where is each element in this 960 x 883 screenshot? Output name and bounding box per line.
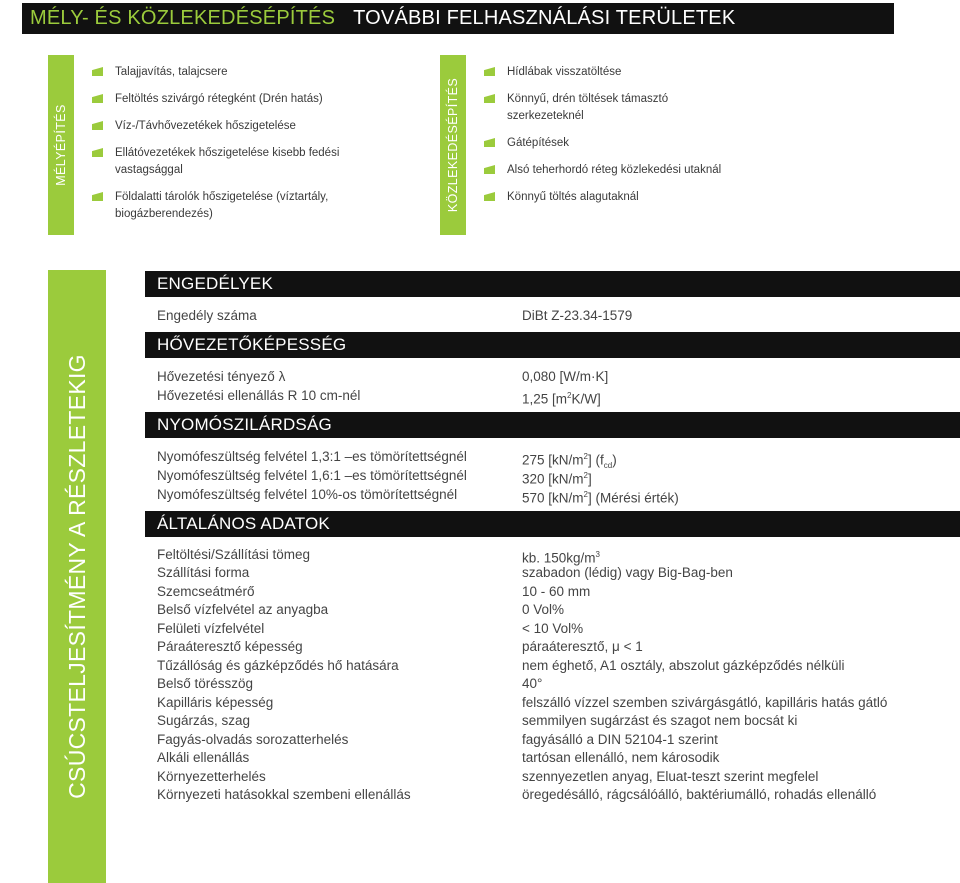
table-row: Tűzállóság és gázképződés hő hatására nem éghető, A1 osztály, abszolut gázképződés nélküli — [157, 658, 845, 673]
bullet-icon — [484, 192, 495, 201]
section-nyomo-title: NYOMÓSZILÁRDSÁG — [145, 412, 960, 438]
header-bar — [22, 3, 894, 34]
csucsteljesitmeny-label: CSÚCSTELJESÍTMÉNY A RÉSZLETEKIG — [63, 354, 90, 799]
kozlekedesepites-label-bar — [440, 55, 466, 235]
table-row: Szállítási forma szabadon (lédig) vagy Big-Bag-ben — [157, 565, 733, 580]
left-bullet-list — [92, 64, 412, 223]
table-row: Fagyás-olvadás sorozatterhelés fagyásálló a DIN 52104-1 szerint — [157, 732, 718, 747]
list-item: Ellátóvezetékek hőszigetelése kisebb fedési vastagsággal — [92, 145, 395, 179]
table-row: Környezetterhelés szennyezetlen anyag, Eluat-teszt szerint megfelel — [157, 769, 819, 784]
right-bullet-list — [484, 64, 784, 206]
list-item: Könnyű, drén töltések támasztó szerkezeteknél — [484, 91, 737, 125]
bullet-icon — [484, 138, 495, 147]
list-item: Talajjavítás, talajcsere — [92, 64, 412, 81]
table-row: Felületi vízfelvétel < 10 Vol% — [157, 621, 584, 636]
table-row: Környezeti hatásokkal szembeni ellenállás öregedésálló, rágcsálóálló, baktériumálló, rohadás ellenálló — [157, 787, 877, 802]
table-row: Belső törésszög 40° — [157, 676, 543, 691]
list-item: Alsó teherhordó réteg közlekedési utaknál — [484, 162, 784, 179]
table-row: Szemcseátmérő 10 - 60 mm — [157, 584, 591, 599]
bullet-icon — [92, 67, 103, 76]
bullet-icon — [484, 165, 495, 174]
list-item: Hídlábak visszatöltése — [484, 64, 784, 81]
table-row: Feltöltési/Szállítási tömeg kb. $150kg/m^3$ — [157, 547, 600, 566]
table-row: Nyomófeszültség felvétel 1,6:1 –es tömörítettségnél 320 $[kN/m^2]$ — [157, 468, 592, 487]
csucsteljesitmeny-label-bar — [48, 270, 106, 883]
section-altalanos-title: ÁLTALÁNOS ADATOK — [145, 511, 960, 537]
table-row: Nyomófeszültség felvétel 10%-os tömörítettségnél 570 $[kN/m^2]$ (Mérési érték) — [157, 487, 679, 506]
bullet-icon — [92, 148, 103, 157]
list-item: Földalatti tárolók hőszigetelése (víztartály, biogázberendezés) — [92, 189, 415, 223]
header-title-white: TOVÁBBI FELHASZNÁLÁSI TERÜLETEK — [353, 7, 736, 29]
table-row: Engedély száma DiBt Z-23.34-1579 — [157, 308, 633, 323]
table-row: Hővezetési ellenállás R 10 cm-nél 1,25 $[m^2K/W]$ — [157, 388, 601, 407]
table-row: Belső vízfelvétel az anyagba 0 Vol% — [157, 602, 565, 617]
bullet-icon — [484, 67, 495, 76]
bullet-icon — [484, 94, 495, 103]
bullet-icon — [92, 192, 103, 201]
melyepites-label: MÉLYÉPÍTÉS — [54, 104, 69, 186]
bullet-icon — [92, 94, 103, 103]
list-item: Feltöltés szivárgó rétegként (Drén hatás) — [92, 91, 412, 108]
table-row: Nyomófeszültség felvétel 1,3:1 –es tömörítettségnél 275 $[kN/m^2]$ $(f_{cd})$ — [157, 449, 617, 471]
table-row: Kapilláris képesség felszálló vízzel szemben szivárgásgátló, kapilláris hatás gátló — [157, 695, 888, 710]
table-row: Sugárzás, szag semmilyen sugárzást és szagot nem bocsát ki — [157, 713, 798, 728]
table-row: Alkáli ellenállás tartósan ellenálló, nem károsodik — [157, 750, 720, 765]
header-title-green: MÉLY- ÉS KÖZLEKEDÉSÉPÍTÉS — [30, 7, 336, 29]
table-row: Hővezetési tényező λ 0,080 [W/m·K] — [157, 369, 609, 384]
table-row: Páraáteresztő képesség páraáteresztő, μ < 1 — [157, 639, 643, 654]
bullet-icon — [92, 121, 103, 130]
section-hovezeto-title: HŐVEZETŐKÉPESSÉG — [145, 332, 960, 358]
list-item: Víz-/Távhővezetékek hőszigetelése — [92, 118, 412, 135]
list-item: Gátépítések — [484, 135, 784, 152]
kozlekedesepites-label: KÖZLEKEDÉSÉPÍTÉS — [446, 77, 461, 213]
list-item: Könnyű töltés alagutaknál — [484, 189, 784, 206]
section-engedelyek-title: ENGEDÉLYEK — [145, 271, 960, 297]
melyepites-label-bar — [48, 55, 74, 235]
